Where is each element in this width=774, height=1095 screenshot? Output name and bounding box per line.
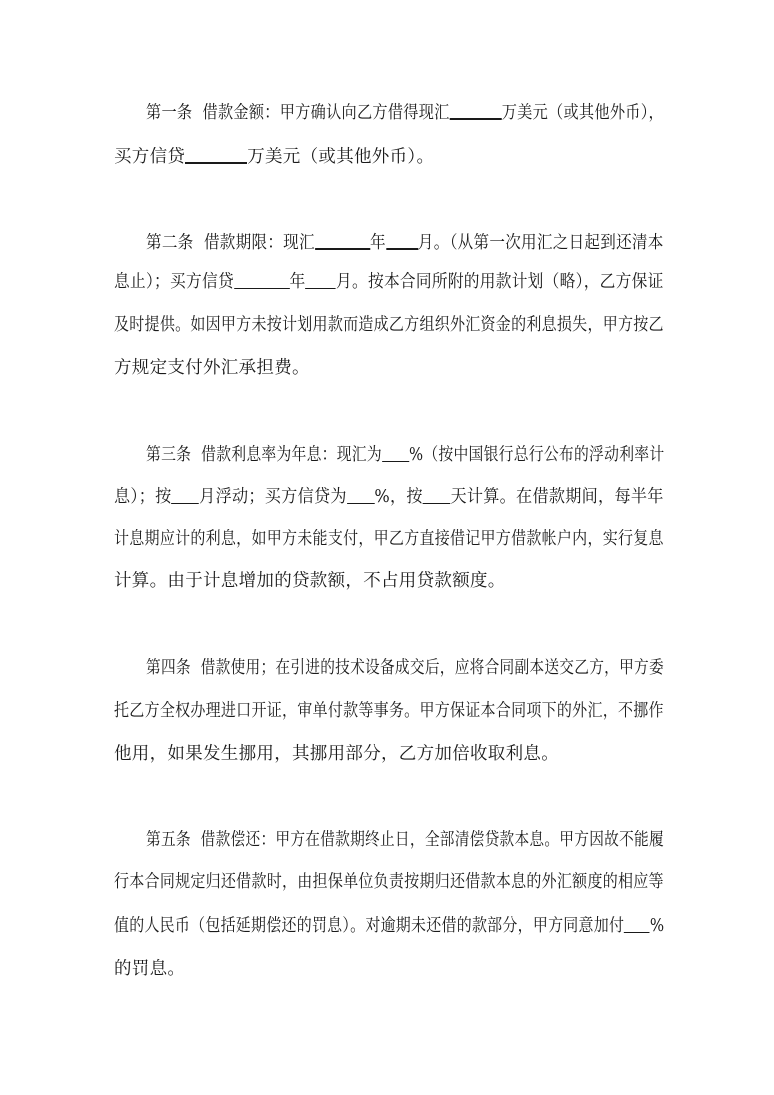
article-1-line-2: 买方信贷 万美元（或其他外币）。 [114,144,434,169]
article-3-line-3: 计息期应计的利息，如甲方未能支付，甲乙方直接借记甲方借款帐户内，实行复息 [114,529,664,549]
article-3-line-1: 第三条 借款利息率为年息：现汇为 %（按中国银行总行公布的浮动利率计 [146,445,665,465]
article-3-line-4: 计算。由于计息增加的贷款额，不占用贷款额度。 [114,571,506,591]
article-4-line-1: 第四条 借款使用；在引进的技术设备成交后，应将合同副本送交乙方，甲方委 [146,658,664,678]
blank-field [386,230,418,250]
article-2-line-3: 及时提供。如因甲方未按计划用款而造成乙方组织外汇资金的利息损失，甲方按乙 [114,315,664,335]
article-1-line-1: 第一条 借款金额：甲方确认向乙方借得现汇 万美元（或其他外币）， [146,100,664,125]
blank-field [185,144,247,164]
article-4-line-2: 托乙方全权办理进口开证，审单付款等事务。甲方保证本合同项下的外汇，不挪作 [114,701,664,721]
blank-field [172,485,200,504]
article-5-line-3: 值的人民币（包括延期偿还的罚息）。对逾期未还借的款部分，甲方同意加付 % [114,916,665,936]
article-4-line-3: 他用，如果发生挪用，其挪用部分，乙方加倍收取利息。 [114,744,559,764]
article-5-line-1: 第五条 借款偿还：甲方在借款期终止日，全部清偿贷款本息。甲方因故不能履 [146,830,664,850]
blank-field [315,230,370,250]
blank-field [347,485,375,504]
article-2-line-1: 第二条 借款期限：现汇 年 月。（从第一次用汇之日起到还清本 [146,230,664,255]
blank-field [423,485,451,504]
blank-field [624,914,650,933]
article-2-line-2: 息止）；买方信贷 年 月。按本合同所附的用款计划（略），乙方保证 [114,272,664,292]
article-3-line-2: 息）；按 月浮动；买方信贷为 %，按 天计算。在借款期间，每半年 [114,487,664,507]
blank-field [306,270,337,289]
article-5-line-4: 的罚息。 [114,959,186,979]
blank-field [382,443,409,462]
article-2-line-4: 方规定支付外汇承担费。 [114,358,310,378]
article-5-line-2: 行本合同规定归还借款时，由担保单位负责按期归还借款本息的外汇额度的相应等 [114,872,664,892]
blank-field [234,270,290,289]
blank-field [450,100,502,120]
